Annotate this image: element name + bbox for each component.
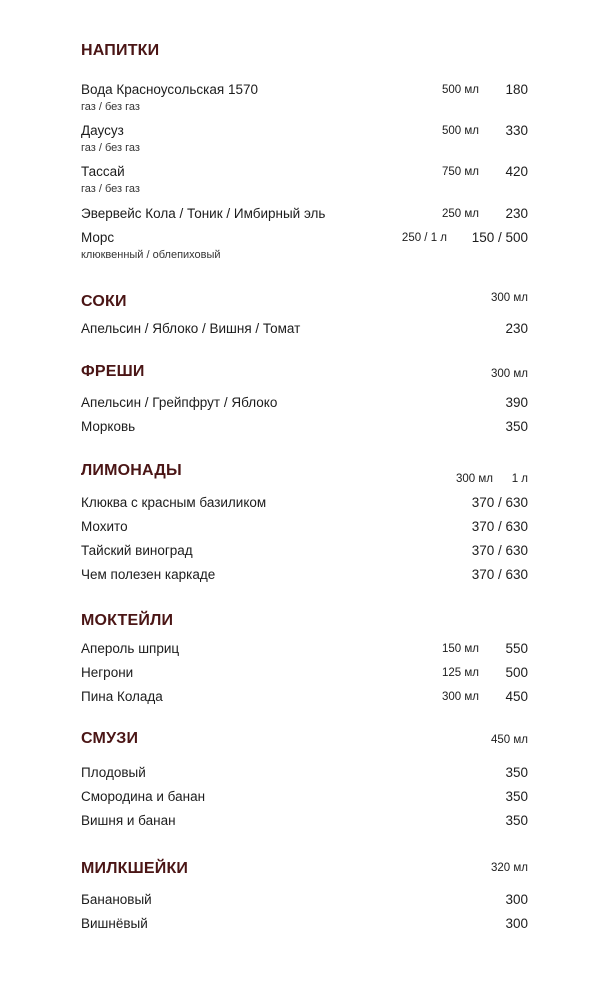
item-name: Смородина и банан	[81, 789, 206, 804]
section-title-juices: СОКИ	[81, 293, 127, 310]
item-price: 300	[505, 892, 528, 907]
item-name: Апельсин / Грейпфрут / Яблоко	[81, 395, 278, 410]
item-volume: 150 мл	[442, 643, 479, 655]
item-price: 350	[505, 765, 528, 780]
item-price: 180	[505, 82, 528, 97]
item-name: Вишня и банан	[81, 813, 176, 828]
section-title-drinks: НАПИТКИ	[81, 42, 160, 59]
item-price: 450	[505, 689, 528, 704]
item-name: Негрони	[81, 665, 134, 680]
item-volume: 250 мл	[442, 208, 479, 220]
item-subtitle: газ / без газ	[81, 101, 140, 113]
item-subtitle: газ / без газ	[81, 142, 140, 154]
item-price: 350	[505, 419, 528, 434]
item-price: 350	[505, 789, 528, 804]
section-title-mocktails: МОКТЕЙЛИ	[81, 612, 174, 629]
item-price: 350	[505, 813, 528, 828]
item-subtitle: клюквенный / облепиховый	[81, 249, 221, 261]
item-name: Вишнёвый	[81, 916, 148, 931]
item-price: 230	[505, 321, 528, 336]
item-price: 330	[505, 123, 528, 138]
item-volume: 300 мл	[442, 691, 479, 703]
item-price: 230	[505, 206, 528, 221]
section-title-milkshakes: МИЛКШЕЙКИ	[81, 860, 189, 877]
item-name: Плодовый	[81, 765, 146, 780]
item-name: Банановый	[81, 892, 152, 907]
section-volume: 320 мл	[491, 862, 528, 874]
section-volume: 300 мл	[491, 292, 528, 304]
item-subtitle: газ / без газ	[81, 183, 140, 195]
item-name: Эвервейс Кола / Тоник / Имбирный эль	[81, 206, 326, 221]
section-volume-large: 1 л	[511, 473, 528, 485]
item-price: 370 / 630	[471, 495, 528, 510]
section-title-lemonades: ЛИМОНАДЫ	[81, 462, 182, 479]
item-price: 420	[505, 164, 528, 179]
section-volume: 300 мл	[491, 368, 528, 380]
item-name: Апельсин / Яблоко / Вишня / Томат	[81, 321, 301, 336]
item-price: 500	[505, 665, 528, 680]
item-name: Чем полезен каркаде	[81, 567, 216, 582]
item-price: 370 / 630	[471, 543, 528, 558]
item-name: Морковь	[81, 419, 136, 434]
item-name: Вода Красноусольская 1570	[81, 82, 258, 97]
item-name: Мохито	[81, 519, 128, 534]
item-name: Пина Колада	[81, 689, 163, 704]
item-name: Даусуз	[81, 123, 124, 138]
item-price: 550	[505, 641, 528, 656]
section-volume-small: 300 мл	[456, 473, 493, 485]
item-name: Тайский виноград	[81, 543, 193, 558]
section-title-freshes: ФРЕШИ	[81, 363, 145, 380]
item-price: 370 / 630	[471, 567, 528, 582]
item-volume: 500 мл	[442, 125, 479, 137]
item-name: Апероль шприц	[81, 641, 180, 656]
item-name: Клюква с красным базиликом	[81, 495, 267, 510]
item-price: 390	[505, 395, 528, 410]
section-volume: 450 мл	[491, 734, 528, 746]
item-volume: 125 мл	[442, 667, 479, 679]
item-price: 150 / 500	[471, 230, 528, 245]
item-volume: 500 мл	[442, 84, 479, 96]
item-name: Тассай	[81, 164, 125, 179]
item-price: 300	[505, 916, 528, 931]
item-volume: 250 / 1 л	[401, 232, 447, 244]
section-title-smoothies: СМУЗИ	[81, 730, 139, 747]
item-name: Морс	[81, 230, 115, 245]
item-price: 370 / 630	[471, 519, 528, 534]
item-volume: 750 мл	[442, 166, 479, 178]
